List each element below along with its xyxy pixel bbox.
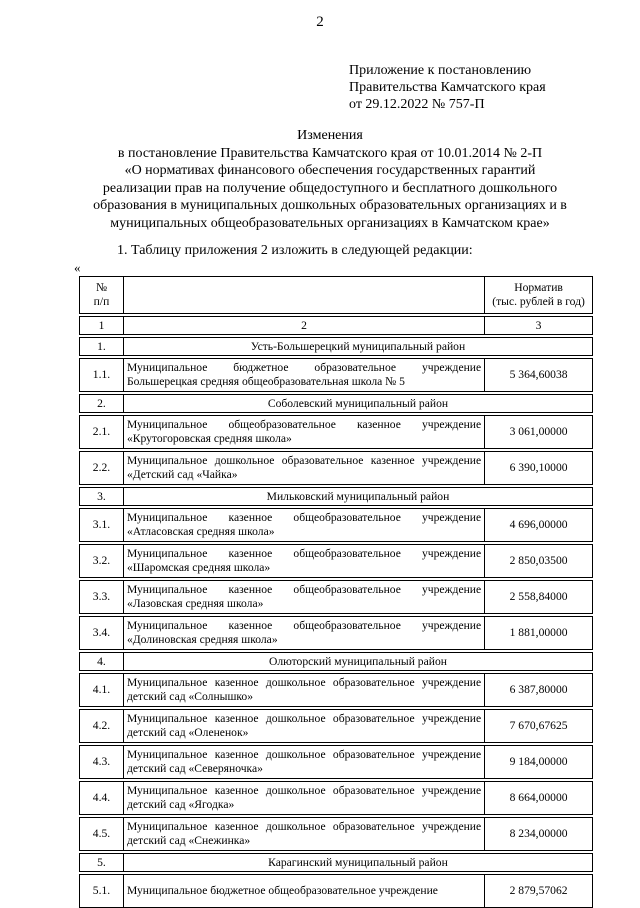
district-number: 1. [80, 338, 124, 356]
district-row [80, 488, 593, 506]
norms-table [79, 276, 593, 908]
district-name: Усть-Большерецкий муниципальный район [123, 338, 592, 356]
institution-number: 4.3. [80, 746, 124, 779]
column-number: 3 [485, 317, 593, 335]
institution-name: Муниципальное дошкольное образовательное казенное учреждение «Детский сад «Чайка» [123, 452, 484, 485]
institution-row [80, 581, 593, 614]
open-quote: « [74, 260, 81, 275]
district-name: Мильковский муниципальный район [123, 488, 592, 506]
institution-row [80, 359, 593, 392]
institution-name: Муниципальное общеобразовательное казенное учреждение «Крутогоровская средняя школа» [123, 416, 484, 449]
institution-name: Муниципальное казенное дошкольное образовательное учреждение детский сад «Северяночка» [123, 746, 484, 779]
institution-number: 4.1. [80, 674, 124, 707]
institution-number: 4.4. [80, 782, 124, 815]
institution-norm-value: 4 696,00000 [485, 509, 593, 542]
institution-number: 4.2. [80, 710, 124, 743]
institution-row [80, 452, 593, 485]
header-num-label: № [95, 281, 107, 294]
district-number: 2. [80, 395, 124, 413]
institution-row [80, 710, 593, 743]
appendix-line: Приложение к постановлению [349, 63, 532, 78]
institution-number: 3.3. [80, 581, 124, 614]
institution-norm-value: 8 664,00000 [485, 782, 593, 815]
district-row [80, 854, 593, 872]
institution-row [80, 818, 593, 851]
document-heading [70, 127, 590, 232]
institution-norm-value: 1 881,00000 [485, 617, 593, 650]
appendix-block [349, 62, 546, 113]
institution-number: 2.2. [80, 452, 124, 485]
column-number-row [80, 317, 593, 335]
institution-row [80, 617, 593, 650]
institution-number: 1.1. [80, 359, 124, 392]
heading-line: образования в муниципальных дошкольных образовательных организациях и в [93, 198, 567, 213]
institution-number: 3.4. [80, 617, 124, 650]
district-row [80, 653, 593, 671]
institution-norm-value: 6 390,10000 [485, 452, 593, 485]
heading-line: муниципальных общеобразовательных организациях в Камчатском крае» [110, 215, 550, 231]
institution-norm-value: 2 850,03500 [485, 545, 593, 578]
district-number: 4. [80, 653, 124, 671]
institution-norm-value: 7 670,67625 [485, 710, 593, 743]
district-number: 5. [80, 854, 124, 872]
institution-row [80, 509, 593, 542]
institution-row [80, 782, 593, 815]
heading-line: реализации прав на получение общедоступного и бесплатного дошкольного [102, 180, 558, 196]
institution-name: Муниципальное бюджетное общеобразовательное учреждение [123, 875, 484, 908]
district-row [80, 395, 593, 413]
institution-norm-value: 5 364,60038 [485, 359, 593, 392]
column-number: 1 [80, 317, 124, 335]
header-num-cell [80, 277, 124, 314]
institution-row [80, 416, 593, 449]
institution-number: 3.1. [80, 509, 124, 542]
header-num-sublabel: п/п [93, 295, 110, 308]
district-name: Олюторский муниципальный район [123, 653, 592, 671]
heading-title: Изменения [297, 128, 363, 143]
institution-name: Муниципальное казенное общеобразовательное учреждение «Долиновская средняя школа» [123, 617, 484, 650]
appendix-line: от 29.12.2022 № 757-П [349, 97, 485, 112]
header-norm-cell [485, 277, 593, 314]
institution-norm-value: 2 558,84000 [485, 581, 593, 614]
institution-number: 5.1. [80, 875, 124, 908]
appendix-line: Правительства Камчатского края [349, 80, 546, 95]
page-number: 2 [316, 14, 324, 30]
institution-name: Муниципальное казенное общеобразовательное учреждение «Шаромская средняя школа» [123, 545, 484, 578]
district-name: Карагинский муниципальный район [123, 854, 592, 872]
district-number: 3. [80, 488, 124, 506]
heading-line: «О нормативах финансового обеспечения государственных гарантий [124, 163, 536, 178]
header-norm-sublabel: (тыс. рублей в год) [492, 295, 585, 308]
institution-norm-value: 6 387,80000 [485, 674, 593, 707]
institution-row [80, 746, 593, 779]
institution-norm-value: 8 234,00000 [485, 818, 593, 851]
institution-name: Муниципальное бюджетное образовательное учреждение Большерецкая средняя общеобразовательная школа № 5 [123, 359, 484, 392]
institution-number: 2.1. [80, 416, 124, 449]
institution-norm-value: 3 061,00000 [485, 416, 593, 449]
institution-name: Муниципальное казенное общеобразовательное учреждение «Лазовская средняя школа» [123, 581, 484, 614]
institution-name: Муниципальное казенное дошкольное образовательное учреждение детский сад «Ягодка» [123, 782, 484, 815]
district-row [80, 338, 593, 356]
institution-norm-value: 2 879,57062 [485, 875, 593, 908]
district-name: Соболевский муниципальный район [123, 395, 592, 413]
header-name-cell [123, 277, 484, 314]
table-header-row [80, 277, 593, 314]
institution-number: 3.2. [80, 545, 124, 578]
institution-name: Муниципальное казенное общеобразовательное учреждение «Атласовская средняя школа» [123, 509, 484, 542]
institution-name: Муниципальное казенное дошкольное образовательное учреждение детский сад «Олененок» [123, 710, 484, 743]
header-norm-label: Норматив [514, 281, 563, 294]
institution-row [80, 674, 593, 707]
institution-row [80, 875, 593, 908]
institution-number: 4.5. [80, 818, 124, 851]
institution-name: Муниципальное казенное дошкольное образовательное учреждение детский сад «Солнышко» [123, 674, 484, 707]
institution-norm-value: 9 184,00000 [485, 746, 593, 779]
instruction-text: 1. Таблицу приложения 2 изложить в следующей редакции: [117, 243, 473, 258]
institution-row [80, 545, 593, 578]
institution-name: Муниципальное казенное дошкольное образовательное учреждение детский сад «Снежинка» [123, 818, 484, 851]
column-number: 2 [123, 317, 484, 335]
heading-line: в постановление Правительства Камчатского края от 10.01.2014 № 2-П [117, 145, 543, 161]
